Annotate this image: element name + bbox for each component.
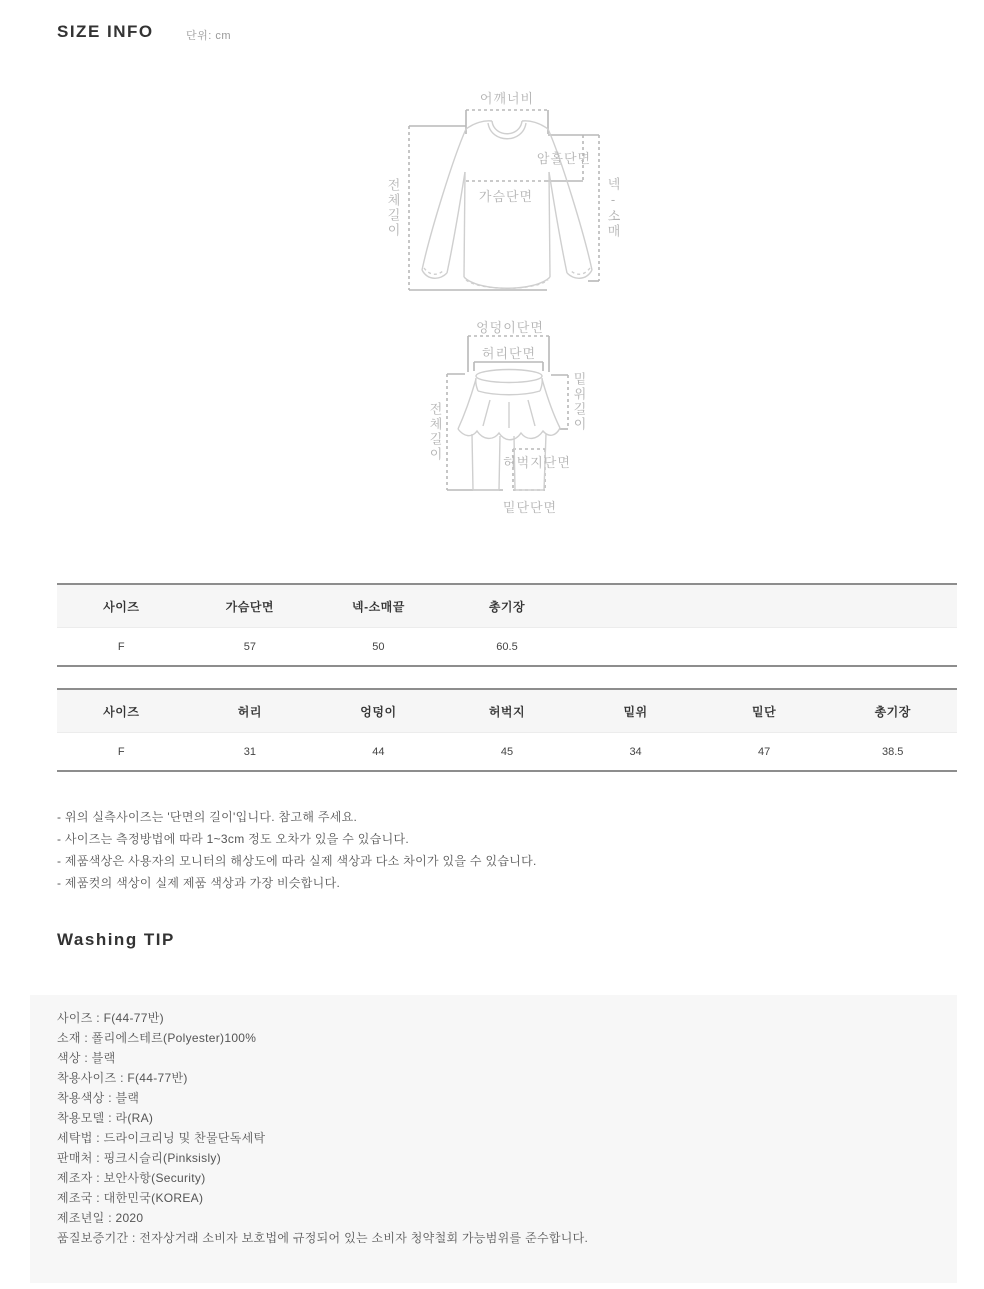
column-header: 엉덩이: [360, 704, 397, 719]
bottom-size-table: [57, 688, 957, 772]
rise-length-label: 밑위길이: [571, 372, 587, 432]
table-cell: 31: [243, 745, 256, 758]
note-line: - 위의 실측사이즈는 '단면의 길이'입니다. 참고해 주세요.: [57, 810, 358, 824]
info-line-country: 제조국 : 대한민국(KOREA): [57, 1191, 204, 1205]
size-notes: [57, 806, 537, 894]
table-cell: 38.5: [881, 745, 904, 758]
thigh-label: 허벅지단면: [503, 455, 571, 470]
table-cell: F: [117, 745, 125, 758]
note-line: - 제품컷의 색상이 실제 제품 색상과 가장 비슷합니다.: [57, 876, 341, 890]
column-header: 가슴단면: [225, 599, 275, 614]
shoulder-width-label: 어깨너비: [479, 91, 535, 106]
info-line-model: 착용모델 : 라(RA): [57, 1111, 154, 1125]
unit-label: 단위: cm: [186, 30, 232, 42]
info-line-color: 색상 : 블랙: [57, 1051, 116, 1065]
size-info-title: SIZE INFO: [57, 22, 154, 41]
table-cell: 50: [372, 640, 385, 653]
table-cell: 44: [372, 745, 385, 758]
bottom-table-header-row: [57, 690, 957, 733]
table-cell: 60.5: [496, 640, 518, 653]
chest-label: 가슴단면: [478, 189, 534, 204]
skirt-total-length-label: 전체길이: [427, 402, 443, 462]
note-line: - 사이즈는 측정방법에 따라 1~3cm 정도 오차가 있을 수 있습니다.: [57, 832, 410, 846]
shirt-measurement-diagram: [360, 78, 650, 308]
waist-label: 허리단면: [481, 346, 537, 361]
table-cell: 47: [758, 745, 771, 758]
shirt-total-length-label: 전체길이: [385, 178, 401, 238]
table-cell: 34: [629, 745, 642, 758]
note-line: - 제품색상은 사용자의 모니터의 해상도에 따라 실제 색상과 다소 차이가 있을 수 있습니다.: [57, 854, 537, 868]
washing-tip-title: Washing TIP: [57, 930, 175, 949]
table-cell: 57: [243, 640, 256, 653]
info-line-seller: 판매처 : 핑크시슬리(Pinksisly): [57, 1151, 222, 1165]
table-cell: F: [117, 640, 125, 653]
info-line-fitting-size: 착용사이즈 : F(44-77반): [57, 1071, 188, 1085]
neck-sleeve-label: 넥-소매: [605, 177, 621, 239]
armhole-label: 암홀단면: [536, 151, 592, 166]
skirt-outline: [458, 370, 560, 491]
info-line-manufacturer: 제조자 : 보안사항(Security): [57, 1171, 206, 1185]
product-info-panel: [30, 995, 957, 1283]
hem-label: 밑단단면: [502, 500, 558, 515]
info-line-washing: 세탁법 : 드라이크리닝 및 찬물단독세탁: [57, 1131, 266, 1145]
info-line-year: 제조년일 : 2020: [57, 1211, 144, 1225]
table-cell: 45: [500, 745, 514, 758]
top-table-header-row: [57, 585, 957, 628]
table-row: [57, 733, 957, 770]
hip-label: 엉덩이단면: [476, 320, 544, 335]
info-line-fitting-color: 착용색상 : 블랙: [57, 1091, 140, 1105]
info-line-material: 소재 : 폴리에스테르(Polyester)100%: [57, 1031, 257, 1045]
info-line-warranty: 품질보증기간 : 전자상거래 소비자 보호법에 규정되어 있는 소비자 청약철회 가능범위를 준수합니다.: [57, 1231, 589, 1245]
column-header: 밑위: [623, 704, 648, 719]
skirt-measurement-diagram: [420, 312, 650, 517]
info-line-size: 사이즈 : F(44-77반): [57, 1011, 164, 1025]
column-header: 총기장: [488, 599, 526, 614]
column-header: 허리: [237, 704, 262, 719]
column-header: 허벅지: [488, 704, 526, 719]
top-size-table: [57, 583, 957, 667]
column-header: 사이즈: [103, 704, 140, 719]
table-row: [57, 628, 957, 665]
column-header: 넥-소매끝: [351, 599, 405, 614]
column-header: 밑단: [752, 704, 777, 719]
column-header: 사이즈: [103, 599, 140, 614]
column-header: 총기장: [874, 704, 911, 719]
